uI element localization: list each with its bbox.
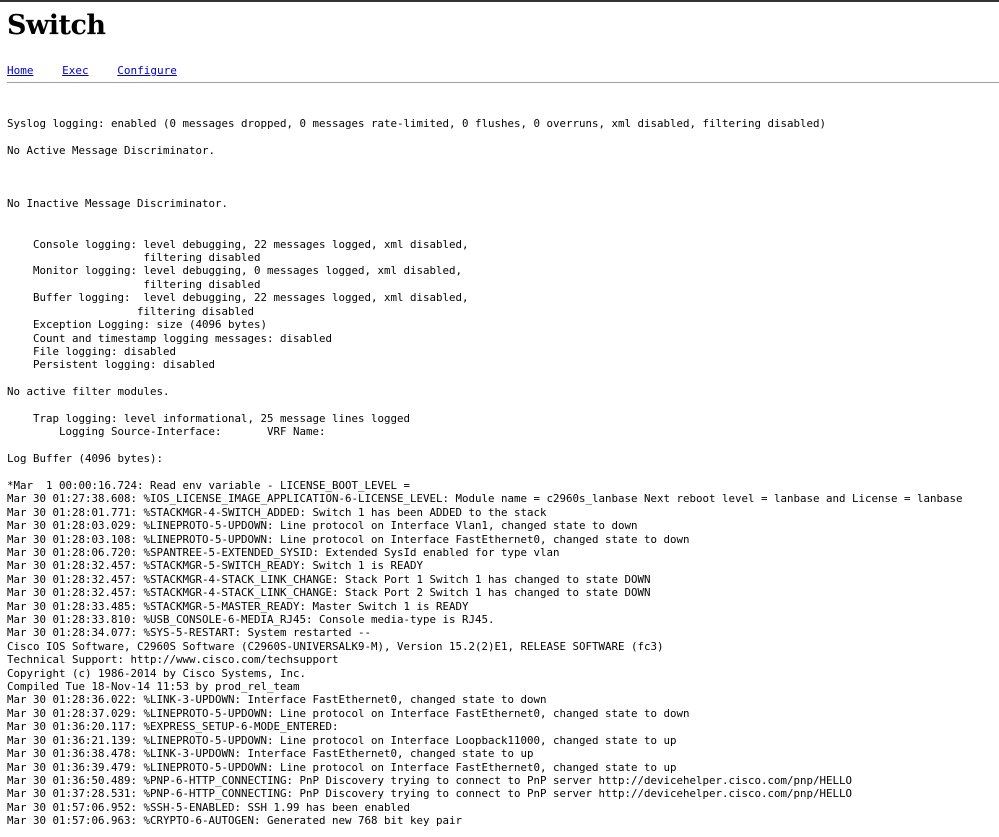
nav-bar: [7, 64, 199, 77]
nav-link-home[interactable]: Home: [7, 64, 34, 77]
page-title: Switch: [7, 10, 106, 41]
header-divider: [7, 82, 999, 83]
nav-link-exec[interactable]: Exec: [62, 64, 89, 77]
command-output: Syslog logging: enabled (0 messages dropped, 0 messages rate-limited, 0 flushes, 0 overruns, xml disabled, filtering disabled) No Active Message Discriminator. No Inactive Message Discriminator. Console logging: level debugging, 22 messages logged, xml disabled, filtering disabled Monitor logging: level debugging, 0 messages logged, xml disabled, filtering disabled Buffer logging: level debugging, 22 messages logged, xml disabled, filtering disabled Exception Logging: size (4096 bytes) Count and timestamp logging messages: disabled File logging: disabled Persistent logging: disabled No active filter modules. Trap logging: level informational, 25 message lines logged Logging Source-Interface: VRF Name: Log Buffer (4096 bytes): *Mar 1 00:00:16.724: Read env variable - LICENSE_BOOT_LEVEL = Mar 30 01:27:38.608: %IOS_LICENSE_IMAGE_APPLICATION-6-LICENSE_LEVEL: Module name = c2960s_lanbase Next reboot level = lanbase and License = lanbase Mar 30 01:28:01.771: %STACKMGR-4-SWITCH_ADDED: Switch 1 has been ADDED to the stack Mar 30 01:28:03.029: %LINEPROTO-5-UPDOWN: Line protocol on Interface Vlan1, changed state to down Mar 30 01:28:03.108: %LINEPROTO-5-UPDOWN: Line protocol on Interface FastEthernet0, changed state to down Mar 30 01:28:06.720: %SPANTREE-5-EXTENDED_SYSID: Extended SysId enabled for type vlan Mar 30 01:28:32.457: %STACKMGR-5-SWITCH_READY: Switch 1 is READY Mar 30 01:28:32.457: %STACKMGR-4-STACK_LINK_CHANGE: Stack Port 1 Switch 1 has changed to state DOWN Mar 30 01:28:32.457: %STACKMGR-4-STACK_LINK_CHANGE: Stack Port 2 Switch 1 has changed to state DOWN Mar 30 01:28:33.485: %STACKMGR-5-MASTER_READY: Master Switch 1 is READY Mar 30 01:28:33.810: %USB_CONSOLE-6-MEDIA_RJ45: Console media-type is RJ45. Mar 30 01:28:34.077: %SYS-5-RESTART: System restarted -- Cisco IOS Software, C2960S Software (C2960S-UNIVERSALK9-M), Version 15.2(2)E1, RELEASE SOFTWARE (fc3) Technical Support: http://www.cisco.com/techsupport Copyright (c) 1986-2014 by Cisco Systems, Inc. Compiled Tue 18-Nov-14 11:53 by prod_rel_team Mar 30 01:28:36.022: %LINK-3-UPDOWN: Interface FastEthernet0, changed state to down Mar 30 01:28:37.029: %LINEPROTO-5-UPDOWN: Line protocol on Interface FastEthernet0, changed state to down Mar 30 01:36:20.117: %EXPRESS_SETUP-6-MODE_ENTERED: Mar 30 01:36:21.139: %LINEPROTO-5-UPDOWN: Line protocol on Interface Loopback11000, changed state to up Mar 30 01:36:38.478: %LINK-3-UPDOWN: Interface FastEthernet0, changed state to up Mar 30 01:36:39.479: %LINEPROTO-5-UPDOWN: Line protocol on Interface FastEthernet0, changed state to up Mar 30 01:36:50.489: %PNP-6-HTTP_CONNECTING: PnP Discovery trying to connect to PnP server http://devicehelper.cisco.com/pnp/HELLO Mar 30 01:37:28.531: %PNP-6-HTTP_CONNECTING: PnP Discovery trying to connect to PnP server http://devicehelper.cisco.com/pnp/HELLO Mar 30 01:57:06.952: %SSH-5-ENABLED: SSH 1.99 has been enabled Mar 30 01:57:06.963: %CRYPTO-6-AUTOGEN: Generated new 768 bit key pair: [7, 117, 963, 828]
nav-link-configure[interactable]: Configure: [117, 64, 177, 77]
